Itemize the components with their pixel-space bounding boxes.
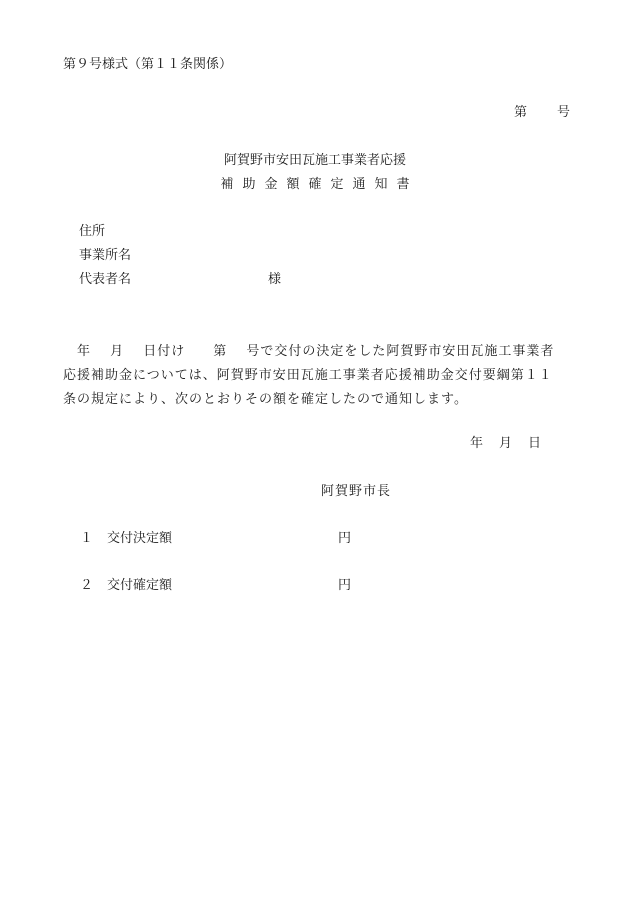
issue-date: [470, 436, 541, 452]
item-number: １: [80, 531, 94, 546]
date-year-label: 年: [470, 436, 484, 451]
document-title-line2: 補助金額確定通知書: [220, 177, 419, 192]
date-day-label: 日: [528, 436, 542, 451]
form-number: 第９号様式（第１１条関係）: [63, 57, 233, 72]
item-number: ２: [80, 578, 94, 593]
document-number-prefix: 第: [514, 105, 528, 120]
issuer-name: 阿賀野市長: [321, 484, 392, 499]
notice-body-line3: 条の規定により、次のとおりその額を確定したので通知します。: [63, 392, 468, 407]
item-unit-yen: 円: [338, 531, 352, 546]
item-label-decision-amount: 交付決定額: [107, 531, 173, 546]
document-number: [514, 105, 570, 121]
item-label-confirmed-amount: 交付確定額: [107, 578, 173, 593]
document-number-suffix: 号: [557, 105, 571, 120]
representative-label: 代表者名: [79, 272, 132, 287]
honorific-label: 様: [268, 272, 282, 287]
notice-body-line1: 年 月 日付け 第 号で交付の決定をした阿賀野市安田瓦施工事業者: [63, 344, 555, 359]
document-title-line1: 阿賀野市安田瓦施工事業者応援: [223, 153, 406, 168]
item-unit-yen: 円: [338, 578, 352, 593]
address-label: 住所: [79, 224, 106, 239]
office-name-label: 事業所名: [79, 248, 132, 263]
date-month-label: 月: [499, 436, 513, 451]
notice-body-line2: 応援補助金については、阿賀野市安田瓦施工事業者応援補助金交付要綱第１１: [63, 368, 553, 383]
notice-body: [63, 340, 577, 412]
